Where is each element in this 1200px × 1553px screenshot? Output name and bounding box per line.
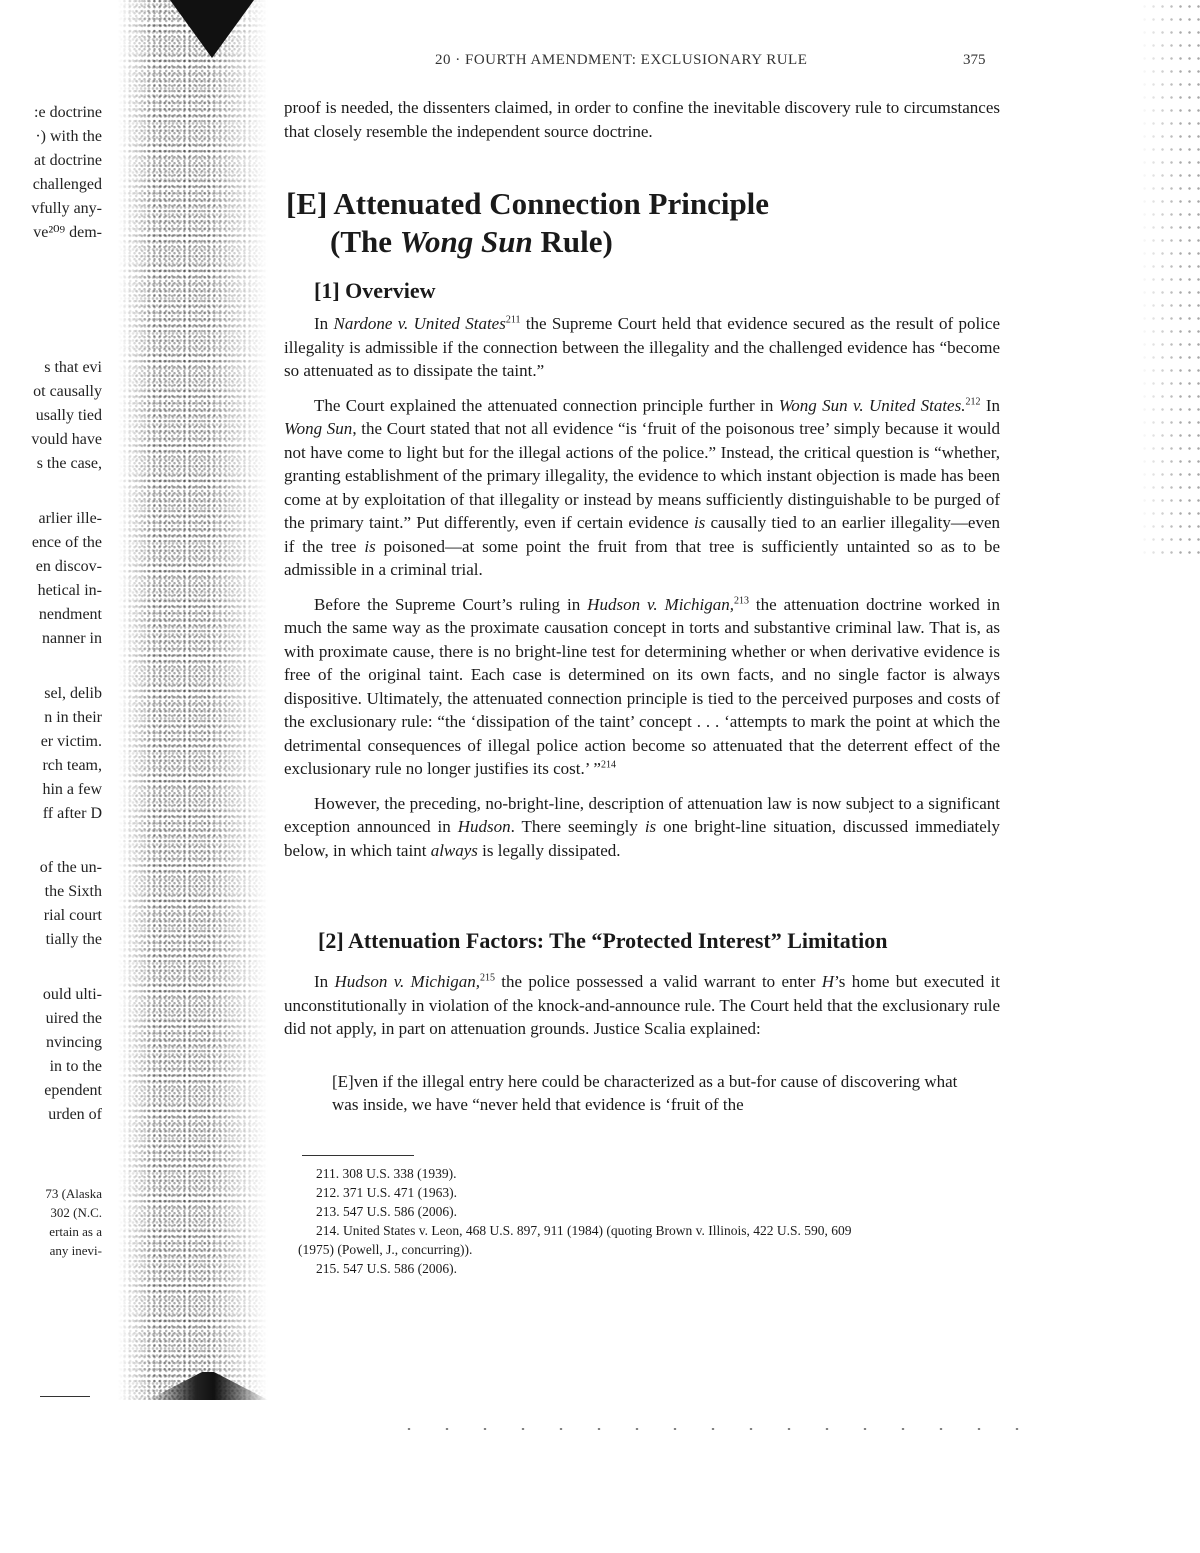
footnote: 213. 547 U.S. 586 (2006). bbox=[316, 1204, 457, 1219]
paragraph: The Court explained the attenuated connection principle further in Wong Sun v. United States.$^{212}$ In Wong Sun, the Court stated that not all evidence “is ‘fruit of the poisonous tree’ simply because it would not have come to light but for the illegal actions of the police.” Instead, the critical question is “whether, granting establishment of the primary illegality, the evidence to which instant objection is made has been come at by exploitation of that illegality or instead by means sufficiently distinguishable to be purged of the primary taint.” Put differently, even if certain evidence is causally tied to an earlier illegality—even if the tree is poisoned—at some point the fruit from that tree is sufficiently untainted so as to be admissible in a criminal trial. bbox=[284, 395, 1001, 579]
fragment-line: usally tied bbox=[35, 407, 102, 424]
heading-text: (The bbox=[330, 224, 400, 259]
fragment-line: urden of bbox=[48, 1106, 102, 1123]
fragment-line: ve²⁰⁹ dem- bbox=[33, 224, 102, 241]
fragment-line: s the case, bbox=[36, 455, 102, 472]
fragment-line: challenged bbox=[32, 176, 102, 193]
scan-edge-noise bbox=[1140, 0, 1200, 560]
footnote-continuation: (1975) (Powell, J., concurring)). bbox=[298, 1242, 473, 1257]
paragraph: In Hudson v. Michigan,$^{215}$ the police possessed a valid warrant to enter H’s home but executed it unconstitutionally in violation of the knock-and-announce rule. The Court held that the exclusionary rule did not apply, in part on attenuation grounds. Justice Scalia explained: bbox=[284, 972, 1000, 1038]
fragment-line: ertain as a bbox=[49, 1224, 102, 1239]
page-number: 375 bbox=[963, 52, 986, 68]
fragment-line: at doctrine bbox=[34, 152, 102, 169]
heading-case-name: Wong Sun bbox=[399, 224, 533, 259]
fragment-line: hetical in- bbox=[37, 582, 102, 599]
footnotes bbox=[298, 1164, 1008, 1278]
fragment-line: er victim. bbox=[40, 733, 102, 750]
paragraph: Before the Supreme Court’s ruling in Hudson v. Michigan,$^{213}$ the attenuation doctrine worked in much the same way as the proximate causation concept in torts and substantive criminal law. That is, as with proximate cause, there is no bright-line test for determining whether or when derivative evidence is free of the original taint. Each case is determined on its own facts, and no single factor is always dispositive. Ultimately, the attenuated connection principle is tied to the perceived purposes and costs of the exclusionary rule: “the ‘dissipation of the taint’ concept . . . ‘attempts to mark the point at which the detrimental consequences of illegal police action become so attenuated that the deterrent effect of the exclusionary rule no longer justifies its cost.’ ”$^{214}$ bbox=[284, 594, 1001, 778]
fragment-line: vould have bbox=[31, 431, 102, 448]
running-head: 20 · FOURTH AMENDMENT: EXCLUSIONARY RULE bbox=[435, 52, 808, 68]
fragment-line: ·) with the bbox=[35, 128, 102, 145]
fragment-line: arlier ille- bbox=[38, 510, 102, 527]
intro-text: proof is needed, the dissenters claimed, in order to confine the inevitable discovery rule to circumstances that closely resemble the independent source doctrine. bbox=[284, 98, 1000, 141]
fragment-line: nanner in bbox=[42, 630, 102, 647]
fragment-line: ependent bbox=[44, 1082, 102, 1099]
fragment-line: the Sixth bbox=[44, 883, 102, 900]
subsection-heading-attenuation-factors: [2] Attenuation Factors: The “Protected Interest” Limitation bbox=[318, 928, 888, 953]
fragment-line: nvincing bbox=[46, 1034, 102, 1051]
overview-body bbox=[284, 312, 1000, 862]
gutter-shadow-top bbox=[170, 0, 254, 58]
fragment-line: ot causally bbox=[33, 383, 102, 400]
paragraph: However, the preceding, no-bright-line, description of attenuation law is now subject to a significant exception announced in Hudson. There seemingly is one bright-line situation, discussed immediately below, in which taint always is legally dissipated. bbox=[284, 793, 1000, 860]
fragment-line: rch team, bbox=[42, 757, 102, 774]
fragment-line: s that evi bbox=[44, 359, 102, 376]
intro-paragraph bbox=[284, 96, 1000, 143]
fragment-line: ence of the bbox=[31, 534, 102, 551]
footnote: 212. 371 U.S. 471 (1963). bbox=[316, 1185, 457, 1200]
footnote: 211. 308 U.S. 338 (1939). bbox=[316, 1166, 457, 1181]
fragment-line: nendment bbox=[38, 606, 102, 623]
fragment-line: 73 (Alaska bbox=[45, 1186, 102, 1201]
fragment-line: tially the bbox=[45, 931, 102, 948]
heading-text: Rule) bbox=[532, 224, 613, 259]
facing-page-fragment bbox=[0, 0, 130, 1553]
footnote: 214. United States v. Leon, 468 U.S. 897, 911 (1984) (quoting Brown v. Illinois, 422 U.S. 590, 609 bbox=[316, 1223, 852, 1238]
fragment-line: 302 (N.C. bbox=[50, 1205, 102, 1220]
fragment-rule bbox=[40, 1396, 90, 1397]
scan-noise-dots bbox=[390, 1428, 1040, 1430]
binding-gutter-shadow bbox=[118, 0, 268, 1400]
footnote: 215. 547 U.S. 586 (2006). bbox=[316, 1261, 457, 1276]
fragment-line: rial court bbox=[43, 907, 102, 924]
paragraph: In Nardone v. United States$^{211}$ the Supreme Court held that evidence secured as the result of police illegality is admissible if the connection between the illegality and the challenged evidence has “become so attenuated as to dissipate the taint.” bbox=[284, 314, 1000, 380]
fragment-line: ould ulti- bbox=[42, 986, 102, 1003]
subsection-heading-overview: [1] Overview bbox=[314, 278, 436, 303]
attenuation-body bbox=[284, 970, 1000, 1041]
fragment-line: uired the bbox=[45, 1010, 102, 1027]
fragment-line: en discov- bbox=[35, 558, 102, 575]
fragment-line: vfully any- bbox=[31, 200, 102, 217]
footnote-rule bbox=[302, 1155, 414, 1156]
block-quote: [E]ven if the illegal entry here could be characterized as a but-for cause of discovering what was inside, we have “never held that evidence is ‘fruit of the bbox=[332, 1072, 958, 1114]
fragment-line: :e doctrine bbox=[34, 104, 102, 121]
fragment-line: of the un- bbox=[39, 859, 102, 876]
fragment-line: ff after D bbox=[42, 805, 102, 822]
fragment-line: hin a few bbox=[42, 781, 102, 798]
fragment-line: any inevi- bbox=[49, 1243, 102, 1258]
fragment-line: n in their bbox=[44, 709, 102, 726]
section-heading-line2 bbox=[286, 223, 769, 261]
fragment-line: sel, delib bbox=[44, 685, 102, 702]
section-heading-line1: [E] Attenuated Connection Principle bbox=[286, 186, 770, 221]
fragment-line: in to the bbox=[49, 1058, 102, 1075]
section-heading bbox=[286, 185, 769, 261]
